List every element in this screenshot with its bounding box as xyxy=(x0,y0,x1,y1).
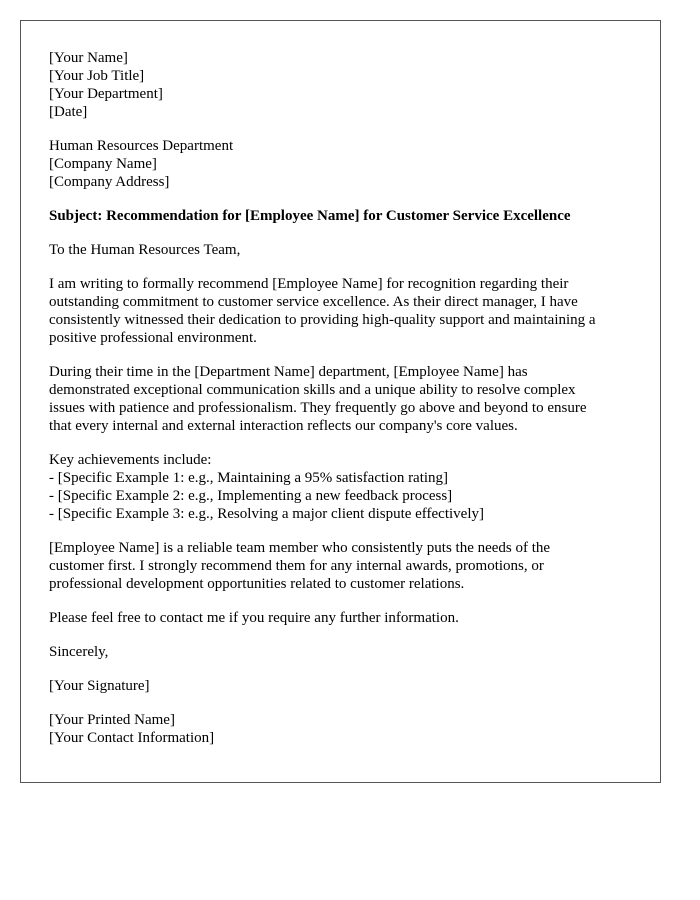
letter-page xyxy=(20,20,661,783)
recipient-company-address: [Company Address] xyxy=(49,174,170,190)
recipient-block xyxy=(49,137,632,191)
list-item: - [Specific Example 1: e.g., Maintaining a 95% satisfaction rating] xyxy=(49,470,449,486)
subject-line: Subject: Recommendation for [Employee Name] for Customer Service Excellence xyxy=(49,208,571,224)
paragraph-line: During their time in the [Department Name] department, [Employee Name] has xyxy=(49,364,528,380)
letter-date: [Date] xyxy=(49,104,88,120)
list-item: - [Specific Example 3: e.g., Resolving a major client dispute effectively] xyxy=(49,506,484,522)
contact-information: [Your Contact Information] xyxy=(49,730,215,746)
list-item: - [Specific Example 2: e.g., Implementing a new feedback process] xyxy=(49,488,453,504)
paragraph-line: consistently witnessed their dedication to providing high-quality support and maintaining a xyxy=(49,312,596,328)
achievements-heading: Key achievements include: xyxy=(49,452,212,468)
printed-name: [Your Printed Name] xyxy=(49,712,175,728)
paragraph-line: outstanding commitment to customer service excellence. As their direct manager, I have xyxy=(49,294,578,310)
paragraph-details xyxy=(49,363,632,435)
sender-job-title: [Your Job Title] xyxy=(49,68,145,84)
paragraph-line: customer first. I strongly recommend them for any internal awards, promotions, or xyxy=(49,558,544,574)
paragraph-recommendation xyxy=(49,539,632,593)
paragraph-intro xyxy=(49,275,632,347)
paragraph-line: demonstrated exceptional communication skills and a unique ability to resolve complex xyxy=(49,382,576,398)
paragraph-line: issues with patience and professionalism. They frequently go above and beyond to ensure xyxy=(49,400,587,416)
printed-block xyxy=(49,711,632,747)
closing-request: Please feel free to contact me if you require any further information. xyxy=(49,610,459,626)
paragraph-line: that every internal and external interaction reflects our company's core values. xyxy=(49,418,518,434)
sender-department: [Your Department] xyxy=(49,86,163,102)
sign-off: Sincerely, xyxy=(49,644,109,660)
paragraph-line: professional development opportunities related to customer relations. xyxy=(49,576,465,592)
sender-block xyxy=(49,49,632,121)
achievements-list xyxy=(49,451,632,523)
paragraph-line: [Employee Name] is a reliable team member who consistently puts the needs of the xyxy=(49,540,551,556)
greeting: To the Human Resources Team, xyxy=(49,242,241,258)
recipient-department: Human Resources Department xyxy=(49,138,234,154)
signature: [Your Signature] xyxy=(49,678,150,694)
sender-name: [Your Name] xyxy=(49,50,128,66)
paragraph-line: positive professional environment. xyxy=(49,330,257,346)
paragraph-line: I am writing to formally recommend [Employee Name] for recognition regarding their xyxy=(49,276,569,292)
recipient-company-name: [Company Name] xyxy=(49,156,157,172)
